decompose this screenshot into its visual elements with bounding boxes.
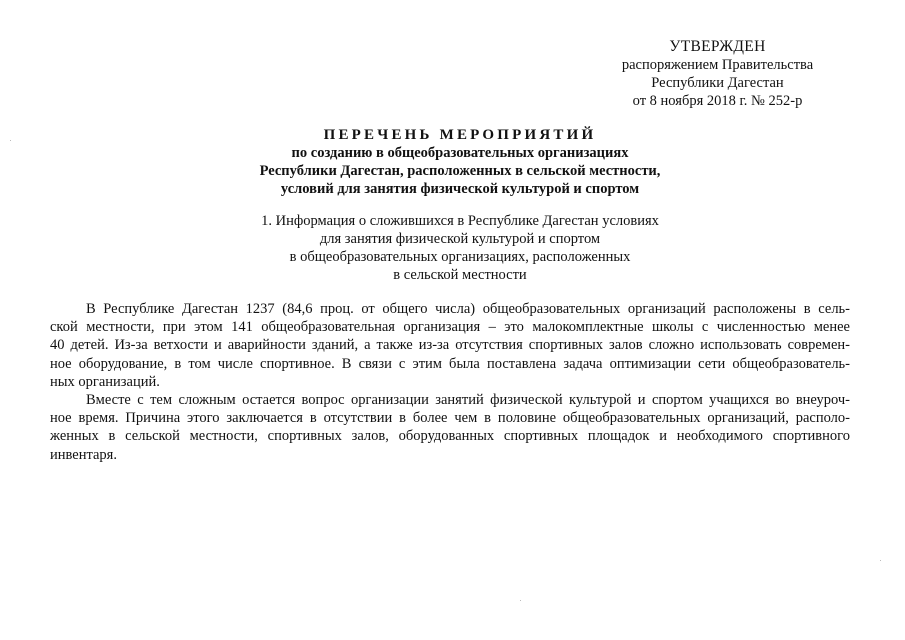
- paragraph-line: Вместе с тем сложным остается вопрос организации занятий физической культурой и спортом учащихся во внеуроч-: [86, 392, 850, 409]
- paragraph-line: 40 детей. Из-за ветхости и аварийности зданий, а также из-за отсутствия спортивных залов сложно использовать современ-: [50, 337, 850, 354]
- approval-line: распоряжением Правительства: [621, 57, 814, 73]
- section-line: в сельской местности: [393, 267, 527, 283]
- paragraph-line: ное оборудование, в том числе спортивное. В связи с этим была поставлена задача оптимизации сети общеобразователь-: [50, 355, 850, 372]
- paragraph-line: ской местности, при этом 141 общеобразовательная организация – это малокомплектные школы с численностью менее: [50, 319, 850, 336]
- title-line: по созданию в общеобразовательных организациях: [291, 145, 629, 161]
- approval-stamp: [560, 38, 875, 110]
- scan-speck: [10, 140, 11, 141]
- section-line: 1. Информация о сложившихся в Республике Дагестан условиях: [261, 213, 659, 229]
- section-line: для занятия физической культурой и спортом: [319, 231, 601, 247]
- document-title: [170, 126, 750, 198]
- title-heading: ПЕРЕЧЕНЬ МЕРОПРИЯТИЙ: [323, 127, 597, 143]
- scan-speck: [880, 560, 881, 561]
- section-line: в общеобразовательных организациях, расположенных: [289, 249, 631, 265]
- title-line: Республики Дагестан, расположенных в сельской местности,: [259, 163, 661, 179]
- paragraph-line: женных в сельской местности, спортивных залов, оборудованных спортивных площадок и необходимого спортивного: [50, 428, 850, 445]
- paragraph-line: ных организаций.: [50, 373, 160, 390]
- approval-label: УТВЕРЖДЕН: [669, 38, 766, 55]
- body-text: [50, 300, 850, 464]
- paragraph-line: ное время. Причина этого заключается в отсутствии в более чем в половине общеобразовательных организаций, располо-: [50, 410, 850, 427]
- section-heading: [170, 212, 750, 284]
- approval-line: Республики Дагестан: [651, 75, 784, 91]
- scan-speck: [520, 600, 521, 601]
- paragraph-line: инвентаря.: [50, 446, 117, 463]
- paragraph: [50, 391, 850, 464]
- approval-line: от 8 ноября 2018 г. № 252-р: [632, 93, 803, 109]
- paragraph: [50, 300, 850, 391]
- title-line: условий для занятия физической культурой и спортом: [280, 181, 640, 197]
- paragraph-line: В Республике Дагестан 1237 (84,6 проц. от общего числа) общеобразовательных организаций расположены в сель-: [86, 301, 850, 317]
